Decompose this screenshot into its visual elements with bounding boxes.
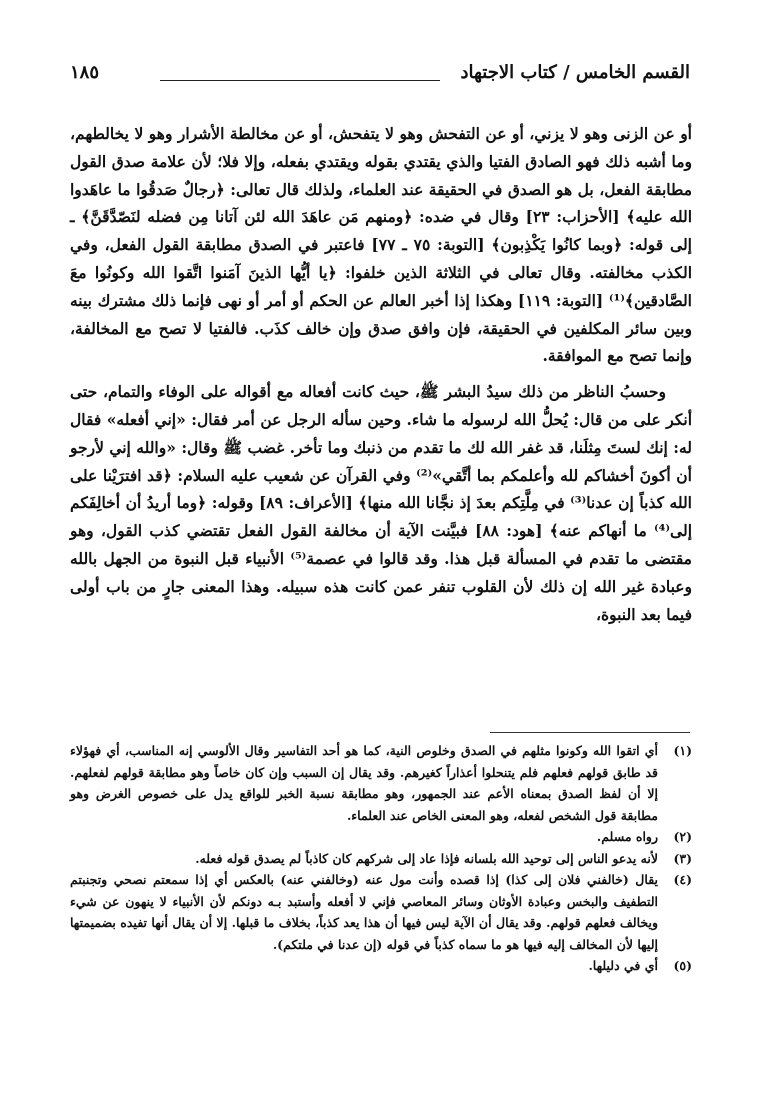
footnote-text: أي اتقوا الله وكونوا مثلهم في الصدق وخلوص النية، كما هو أحد التفاسير وقال الألوسي إنه المناسب، أي فهؤلاء قد طابق قولهم فعلهم فلم يتنحلوا أعذاراً كغيرهم. وقد يقال إن السبب وإن كان خاصاً وهو مطابقة قولهم لفعلهم. إلا أن لفظ الصدق بمعناه الأعم عند الجمهور، وهو مطابقة نسبة الخبر للواقع يدل على خصوص الغرض وهو مطابقة قول الشخص لفعله، وهو المعنى الخاص عند العلماء.	[70, 743, 658, 823]
main-text	[70, 120, 692, 628]
footnote	[70, 826, 692, 848]
footnote-number: (١)	[673, 743, 692, 758]
footnote-number: (٤)	[673, 872, 692, 887]
footnote-text: يقال (خالفني فلان إلى كذا) إذا قصده وأنت مول عنه (وخالفني عنه) بالعكس أي إذا سمعتم نصحي وتجنبتم التطفيف والبخس وعبادة الأوثان وسائر المعاصي فإني لا أفعله وأستبد بـه دونكم لأن الأنبياء لا ينهون عن شيء ويخالف فعلهم قولهم. وقد يقال أن الآية ليس فيها أن هذا يعد كذباً، بخلاف ما قبلها. إلا أن يقال أنها تفيده بضميمتها إليها لأن المخالف إليه فيها هو ما سماه كذباً في قوله (إن عدنا في ملتكم).	[70, 872, 658, 952]
footnote-separator	[490, 732, 690, 733]
paragraph-2: وحسبُ الناظر من ذلك سيدُ البشر ﷺ، حيث كانت أفعاله مع أقواله على الوفاء والتمام، حتى أنكر على من قال: يُحلُّ الله لرسوله ما شاء. وحين سأله الرجل عن أمر فقال: «إني أفعله» فقال له: إنك لستَ مِثلَنا، قد غفر الله لك ما تقدم من ذنبك وما تأخر. غضب ﷺ وقال: «والله إني لأرجو أن أكونَ أخشاكم لله وأعلمكم بما أتَّقي»⁽²⁾ وفي القرآن عن شعيب عليه السلام: ﴿قد افترَيْنا على الله كذباً إن عدنا⁽³⁾ في مِلَّتِكم بعدَ إذ نجَّانا الله منها﴾ [الأعراف: ٨٩] وقوله: ﴿وما أريدُ أن أخالِفَكم إلى⁽⁴⁾ ما أنهاكم عنه﴾ [هود: ٨٨] فبيَّنت الآية أن مخالفة القول الفعل تقتضي كذب القول، وهو مقتضى ما تقدم في المسألة قبل هذا. وقد قالوا في عصمة⁽⁵⁾ الأنبياء قبل النبوة من الجهل بالله وعبادة غير الله إن ذلك لأن القلوب تنفر عمن كانت هذه سبيله. وهذا المعنى جارٍ من باب أولى فيما بعد النبوة،	[70, 382, 693, 624]
footnote	[70, 955, 692, 977]
footnote-number: (٣)	[673, 850, 692, 866]
footnote-text: لأنه يدعو الناس إلى توحيد الله بلسانه فإذا عاد إلى شركهم كان كاذباً لم يصدق قوله فعله.	[195, 850, 658, 866]
footnote-text: رواه مسلم.	[596, 829, 658, 844]
running-title: القسم الخامس / كتاب الاجتهاد	[460, 62, 690, 83]
footnote	[70, 848, 692, 870]
footnote	[70, 869, 692, 955]
page-header	[70, 62, 690, 92]
footnote-number: (٥)	[673, 958, 692, 973]
footnotes	[70, 740, 692, 977]
footnote-number: (٢)	[673, 829, 692, 844]
page-number: ١٨٥	[70, 62, 100, 83]
header-rule	[160, 80, 440, 81]
paragraph-1: أو عن الزنى وهو لا يزني، أو عن التفحش وهو لا يتفحش، أو عن مخالطة الأشرار وهو لا يخالطهم، وما أشبه ذلك فهو الصادق الفتيا والذي يقتدي بقوله ويقتدي بفعله، وإلا فلا؛ لأن علامة صدق القول مطابقة الفعل، بل هو الصدق في الحقيقة عند العلماء، ولذلك قال تعالى: ﴿رجالٌ صَدقُوا ما عاهَدوا الله عليه﴾ [الأحزاب: ٢٣] وقال في ضده: ﴿ومنهم مَن عاهَدَ الله لئن آتانا مِن فضله لنَصّدَّقَنَّ﴾ ـ إلى قوله: ﴿وبما كانُوا يَكْذِبون﴾ [التوبة: ٧٥ ـ ٧٧] فاعتبر في الصدق مطابقة القول الفعل، وفي الكذب مخالفته. وقال تعالى في الثلاثة الذين خلفوا: ﴿يا أيُّها الذينَ آمَنوا اتَّقوا الله وكونُوا معَ الصَّادقين﴾⁽¹⁾ [التوبة: ١١٩] وهكذا إذا أخبر العالم عن الحكم أو أمر أو نهى فإنما ذلك مشترك بينه وبين سائر المكلفين في الحقيقة، فإن وافق صدق وإن خالف كذَب. فالفتيا لا تصح مع المخالفة، وإنما تصح مع الموافقة.	[70, 124, 693, 366]
footnote	[70, 740, 692, 826]
footnote-text: أي في دليلها.	[588, 958, 658, 973]
